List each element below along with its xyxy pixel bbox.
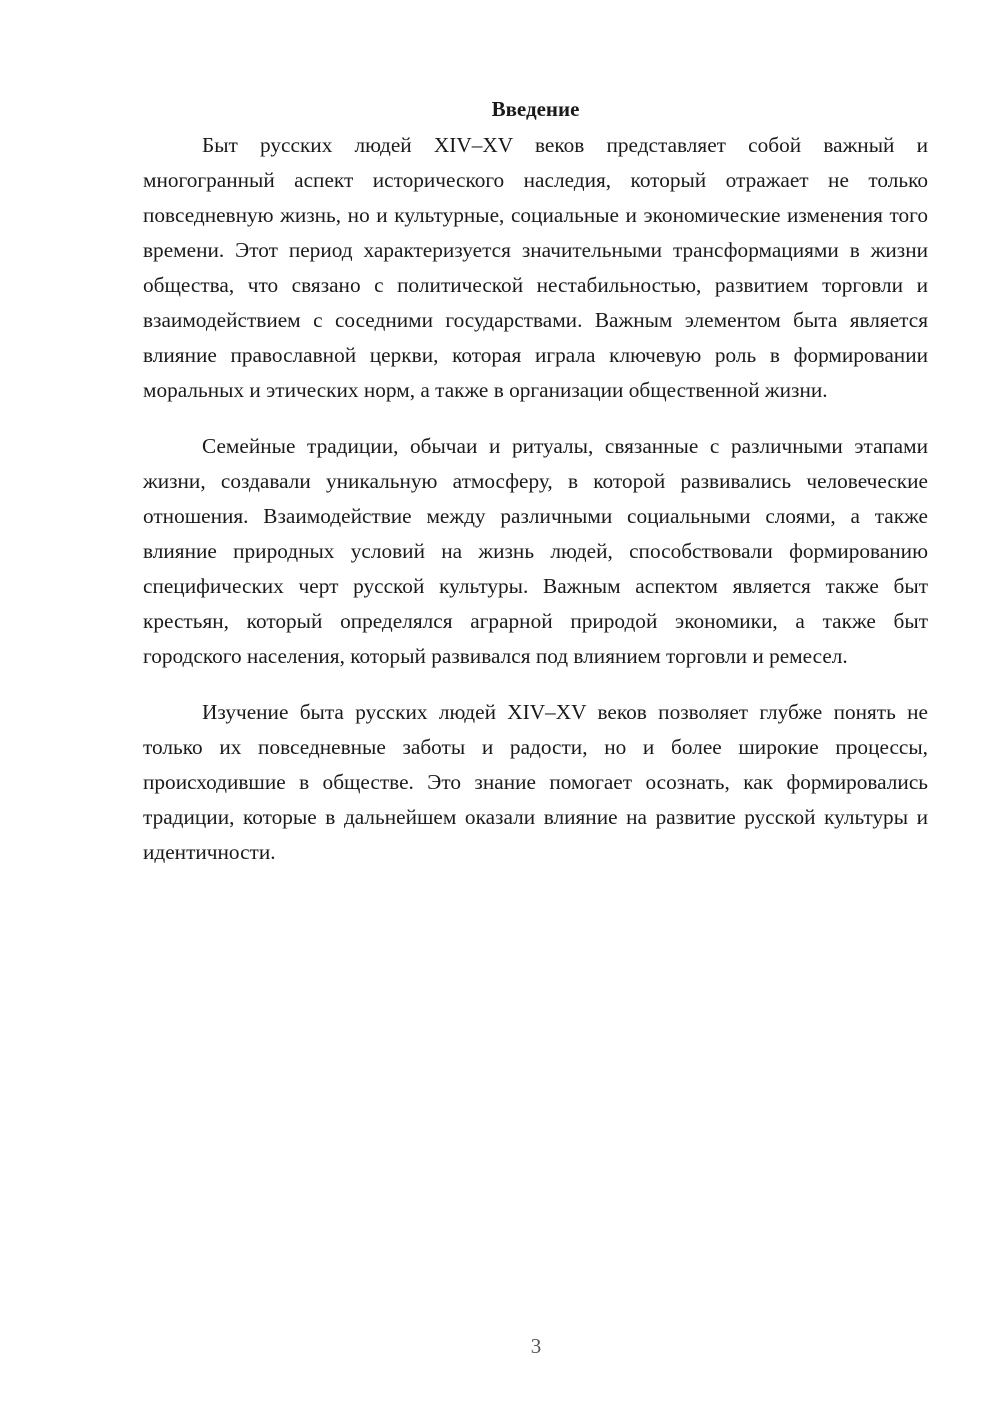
page-number: 3	[530, 1334, 542, 1358]
paragraph-1: Быт русских людей XIV–XV веков представляет собой важный и многогранный аспект исторического наследия, который отражает не только повседневную жизнь, но и культурные, социальные и экономические изменения того времени. Этот период характеризуется значительными трансформациями в жизни общества, что связано с политической нестабильностью, развитием торговли и взаимодействием с соседними государствами. Важным элементом быта является влияние православной церкви, которая играла ключевую роль в формировании моральных и этических норм, а также в организации общественной жизни.	[143, 133, 928, 402]
paragraph-3: Изучение быта русских людей XIV–XV веков позволяет глубже понять не только их повседневные заботы и радости, но и более широкие процессы, происходившие в обществе. Это знание помогает осознать, как формировались традиции, которые в дальнейшем оказали влияние на развитие русской культуры и идентичности.	[143, 700, 928, 864]
document-body	[143, 92, 928, 891]
paragraph-2: Семейные традиции, обычаи и ритуалы, связанные с различными этапами жизни, создавали уникальную атмосферу, в которой развивались человеческие отношения. Взаимодействие между различными социальными слоями, а также влияние природных условий на жизнь людей, способствовали формированию специфических черт русской культуры. Важным аспектом является также быт крестьян, который определялся аграрной природой экономики, а также быт городского населения, который развивался под влиянием торговли и ремесел.	[143, 434, 928, 668]
section-heading: Введение	[491, 97, 580, 121]
